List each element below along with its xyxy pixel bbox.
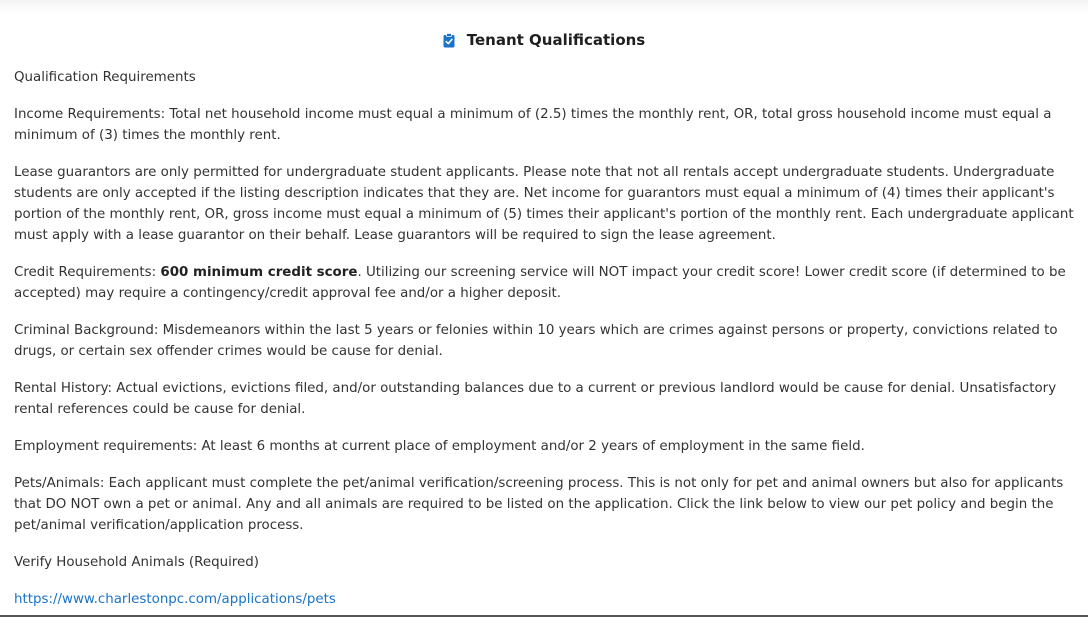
income-requirements: Income Requirements: Total net household income must equal a minimum of (2.5) times the monthly rent, OR, total gross household income must equal a minimum of (3) times the monthly rent. xyxy=(14,107,1052,143)
pets-link-row xyxy=(14,589,1076,610)
rental-history: Rental History: Actual evictions, evictions filed, and/or outstanding balances due to a current or previous landlord would be cause for denial. Unsatisfactory rental references could be cause for denial. xyxy=(14,381,1057,417)
pets-link[interactable]: https://www.charlestonpc.com/applications/pets xyxy=(14,592,336,607)
criminal-background: Criminal Background: Misdemeanors within the last 5 years or felonies within 10 years which are crimes against persons or property, convictions related to drugs, or certain sex offender crimes would be cause for denial. xyxy=(14,323,1058,359)
pets-animals: Pets/Animals: Each applicant must complete the pet/animal verification/screening process. This is not only for pet and animal owners but also for applicants that DO NOT own a pet or animal. Any and all animals are required to be listed on the application. Click the link below to view our pet policy and begin the pet/animal verification/application process. xyxy=(14,476,1064,533)
credit-score-minimum: 600 minimum credit score xyxy=(160,265,358,280)
credit-requirements xyxy=(14,262,1076,304)
section-title: Qualification Requirements xyxy=(14,70,196,85)
guarantor-requirements: Lease guarantors are only permitted for undergraduate student applicants. Please note that not all rentals accept undergraduate students. Undergraduate students are only accepted if the listing description indicates that they are. Net income for guarantors must equal a minimum of (4) times their applicant's portion of the monthly rent, OR, gross income must equal a minimum of (5) times their applicant's portion of the monthly rent. Each undergraduate applicant must apply with a lease guarantor on their behalf. Lease guarantors will be required to sign the lease agreement. xyxy=(14,165,1074,243)
clipboard-check-icon xyxy=(443,33,455,48)
credit-suffix: . Utilizing our screening service will NOT impact your credit score! Lower credit score (if determined to be accepted) may require a contingency/credit approval fee and/or a higher deposit. xyxy=(14,265,1066,301)
top-shade xyxy=(0,0,1088,14)
qualifications-content xyxy=(14,67,1076,626)
page-title: Tenant Qualifications xyxy=(466,31,646,49)
page-header xyxy=(0,31,1088,49)
employment-requirements: Employment requirements: At least 6 months at current place of employment and/or 2 years of employment in the same field. xyxy=(14,439,865,454)
verify-animals-label: Verify Household Animals (Required) xyxy=(14,555,259,570)
credit-prefix: Credit Requirements: xyxy=(14,265,161,280)
